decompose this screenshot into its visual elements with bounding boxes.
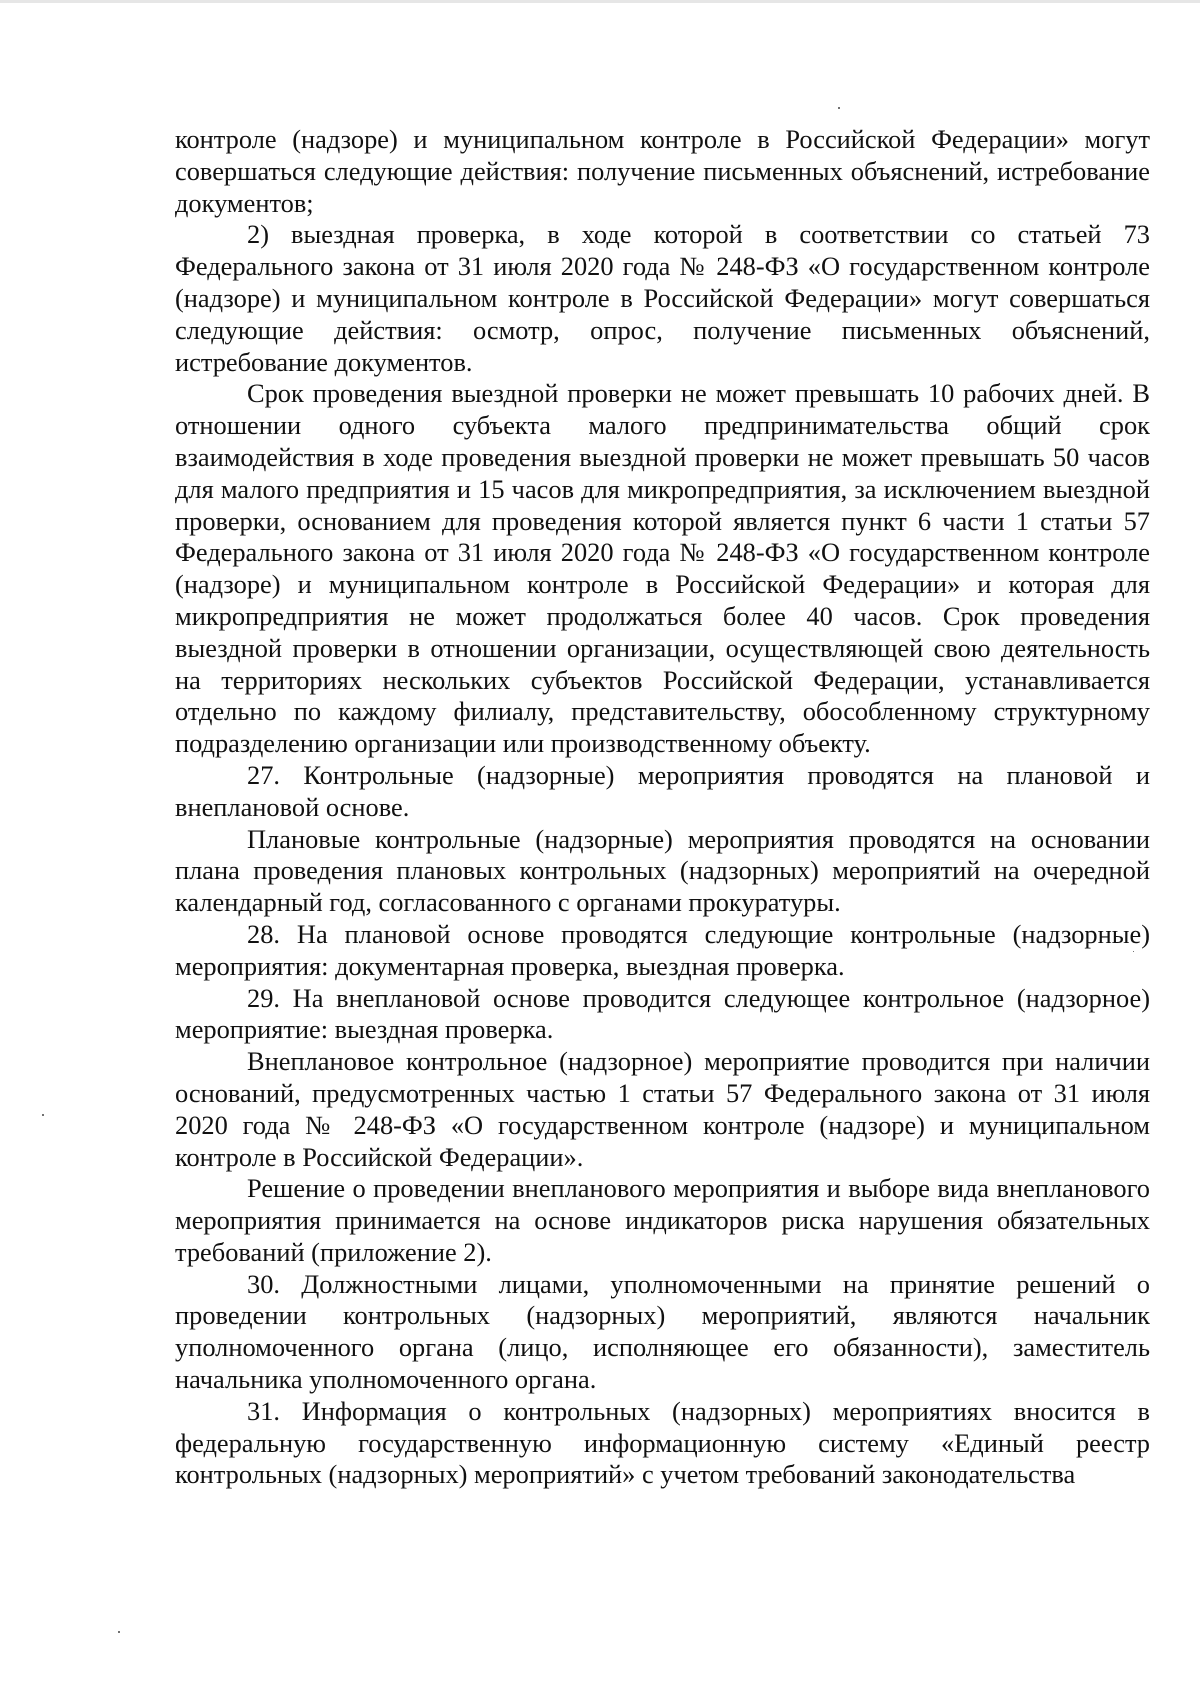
paragraph-decision: Решение о проведении внепланового мероприятия и выборе вида внепланового мероприятия принимается на основе индикаторов риска нарушения обязательных требований (приложение 2). [175,1173,1150,1267]
paragraph-item-30: 30. Должностными лицами, уполномоченными на принятие решений о проведении контрольных (надзорных) мероприятий, являются начальник уполномоченного органа (лицо, исполняющее его обязанности), заместитель начальника уполномоченного органа. [175,1268,1150,1395]
scan-speck [118,1631,120,1633]
scan-top-edge [0,0,1200,3]
paragraph-item-29: 29. На внеплановой основе проводится следующее контрольное (надзорное) мероприятие: выездная проверка. [175,982,1150,1045]
paragraph-item-28: 28. На плановой основе проводятся следующие контрольные (надзорные) мероприятия: документарная проверка, выездная проверка. [175,918,1150,981]
paragraph-item-27: 27. Контрольные (надзорные) мероприятия проводятся на плановой и внеплановой основе. [175,759,1150,822]
scan-speck [42,1114,44,1116]
paragraph-continuation: контроле (надзоре) и муниципальном контроле в Российской Федерации» могут совершаться следующие действия: получение письменных объяснений, истребование документов; [175,124,1150,218]
paragraph-on-site-inspection: 2) выездная проверка, в ходе которой в соответствии со статьей 73 Федерального закона от 31 июля 2020 года № 248-ФЗ «О государственном контроле (надзоре) и муниципальном контроле в Российской Федерации» могут совершаться следующие действия: осмотр, опрос, получение письменных объяснений, истребование документов. [175,219,1150,377]
document-body [175,124,1150,1491]
paragraph-unplanned-measure: Внеплановое контрольное (надзорное) мероприятие проводится при наличии оснований, предусмотренных частью 1 статьи 57 Федерального закона от 31 июля 2020 года № 248-ФЗ «О государственном контроле (надзоре) и муниципальном контроле в Российской Федерации». [175,1046,1150,1172]
paragraph-item-31: 31. Информация о контрольных (надзорных) мероприятиях вносится в федеральную государственную информационную систему «Единый реестр контрольных (надзорных) мероприятий» с учетом требований законодательства [175,1395,1150,1490]
paragraph-planned-measures: Плановые контрольные (надзорные) мероприятия проводятся на основании плана проведения плановых контрольных (надзорных) мероприятий на очередной календарный год, согласованного с органами прокуратуры. [175,823,1150,918]
paragraph-inspection-term: Срок проведения выездной проверки не может превышать 10 рабочих дней. В отношении одного субъекта малого предпринимательства общий срок взаимодействия в ходе проведения выездной проверки не может превышать 50 часов для малого предприятия и 15 часов для микропредприятия, за исключением выездной проверки, основанием для проведения которой является пункт 6 части 1 статьи 57 Федерального закона от 31 июля 2020 года № 248-ФЗ «О государственном контроле (надзоре) и муниципальном контроле в Российской Федерации» и которая для микропредприятия не может продолжаться более 40 часов. Срок проведения выездной проверки в отношении организации, осуществляющей свою деятельность на территориях нескольких субъектов Российской Федерации, устанавливается отдельно по каждому филиалу, представительству, обособленному структурному подразделению организации или производственному объекту. [175,378,1150,759]
scan-speck [838,107,840,109]
